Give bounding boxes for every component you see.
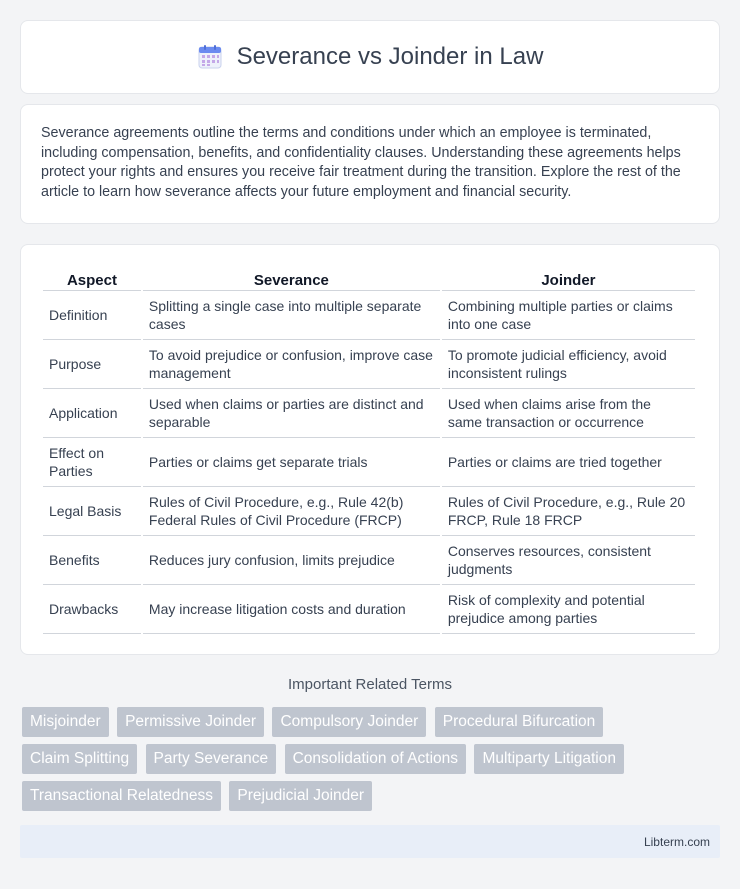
related-terms-title: Important Related Terms xyxy=(288,676,452,693)
table-row xyxy=(43,585,695,634)
header-joinder: Joinder xyxy=(442,265,695,291)
table-row xyxy=(43,438,695,487)
header-severance: Severance xyxy=(143,265,440,291)
cell-aspect: Purpose xyxy=(43,340,141,389)
cell-severance: Parties or claims get separate trials xyxy=(143,438,440,487)
cell-joinder: Used when claims arise from the same transaction or occurrence xyxy=(442,389,695,438)
cell-joinder: To promote judicial efficiency, avoid inconsistent rulings xyxy=(442,340,695,389)
tag-multiparty-litigation[interactable]: Multiparty Litigation xyxy=(474,744,624,774)
cell-aspect: Drawbacks xyxy=(43,585,141,634)
cell-severance: Used when claims or parties are distinct and separable xyxy=(143,389,440,438)
cell-joinder: Combining multiple parties or claims into one case xyxy=(442,291,695,340)
tag-consolidation-of-actions[interactable]: Consolidation of Actions xyxy=(285,744,466,774)
cell-joinder: Parties or claims are tried together xyxy=(442,438,695,487)
cell-joinder: Rules of Civil Procedure, e.g., Rule 20 FRCP, Rule 18 FRCP xyxy=(442,487,695,536)
table-header-row xyxy=(43,265,695,291)
tag-claim-splitting[interactable]: Claim Splitting xyxy=(22,744,137,774)
cell-aspect: Definition xyxy=(43,291,141,340)
cell-joinder: Conserves resources, consistent judgments xyxy=(442,536,695,585)
calendar-icon xyxy=(197,44,223,70)
cell-aspect: Effect on Parties xyxy=(43,438,141,487)
related-terms-tags xyxy=(22,707,722,818)
cell-severance: Reduces jury confusion, limits prejudice xyxy=(143,536,440,585)
cell-severance: Splitting a single case into multiple separate cases xyxy=(143,291,440,340)
cell-aspect: Benefits xyxy=(43,536,141,585)
tag-permissive-joinder[interactable]: Permissive Joinder xyxy=(117,707,264,737)
comparison-table xyxy=(41,265,697,634)
title-card xyxy=(20,20,720,94)
tag-prejudicial-joinder[interactable]: Prejudicial Joinder xyxy=(229,781,372,811)
table-row xyxy=(43,536,695,585)
cell-joinder: Risk of complexity and potential prejudice among parties xyxy=(442,585,695,634)
table-row xyxy=(43,389,695,438)
cell-severance: Rules of Civil Procedure, e.g., Rule 42(b) Federal Rules of Civil Procedure (FRCP) xyxy=(143,487,440,536)
tag-party-severance[interactable]: Party Severance xyxy=(146,744,277,774)
title-wrap xyxy=(197,43,544,71)
footer-brand-link[interactable]: Libterm.com xyxy=(643,835,710,849)
tag-transactional-relatedness[interactable]: Transactional Relatedness xyxy=(22,781,221,811)
intro-text: Severance agreements outline the terms and conditions under which an employee is terminated, including compensation, benefits, and confidentiality clauses. Understanding these agreements helps protect your rights and ensures you receive fair treatment during the transition. Explore the rest of the article to learn how severance affects your future employment and financial security. xyxy=(41,125,681,200)
footer xyxy=(20,825,720,858)
table-row xyxy=(43,291,695,340)
table-row xyxy=(43,487,695,536)
page-title: Severance vs Joinder in Law xyxy=(236,43,544,70)
comparison-table-card xyxy=(20,244,720,655)
cell-severance: May increase litigation costs and duration xyxy=(143,585,440,634)
tag-misjoinder[interactable]: Misjoinder xyxy=(22,707,109,737)
tag-compulsory-joinder[interactable]: Compulsory Joinder xyxy=(272,707,426,737)
cell-aspect: Legal Basis xyxy=(43,487,141,536)
tag-procedural-bifurcation[interactable]: Procedural Bifurcation xyxy=(435,707,604,737)
cell-aspect: Application xyxy=(43,389,141,438)
cell-severance: To avoid prejudice or confusion, improve case management xyxy=(143,340,440,389)
table-row xyxy=(43,340,695,389)
intro-card xyxy=(20,104,720,224)
header-aspect: Aspect xyxy=(43,265,141,291)
